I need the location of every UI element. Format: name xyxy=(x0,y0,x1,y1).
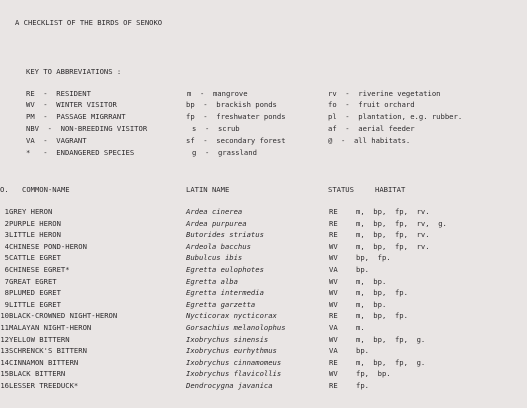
table-row xyxy=(0,254,527,264)
habitat-codes: m. xyxy=(356,323,365,332)
key-entry: @ - all habitats. xyxy=(328,136,411,145)
status-code: RE xyxy=(329,357,338,367)
document-title: A CHECKLIST OF THE BIRDS OF SENOKO xyxy=(15,18,163,27)
status-code: RE xyxy=(329,311,338,321)
latin-name: Ixobrychus cinnamomeus xyxy=(186,357,282,367)
habitat-codes: m, bp, fp, g. xyxy=(356,334,426,344)
common-name: CATTLE EGRET xyxy=(9,253,61,263)
habitat-codes: m, bp, fp, rv. xyxy=(356,241,430,251)
status-code: RE xyxy=(329,218,338,228)
table-row xyxy=(0,266,527,276)
status-code: WV xyxy=(329,288,338,298)
status-code: RE xyxy=(329,207,338,216)
table-row xyxy=(0,359,527,369)
common-name: GREY HERON xyxy=(9,207,53,216)
key-entry: bp - brackish ponds xyxy=(186,100,277,109)
key-entry: VA - VAGRANT xyxy=(26,136,87,145)
row-number: 9 xyxy=(4,299,9,309)
row-number: 12 xyxy=(0,334,9,344)
common-name: LITTLE HERON xyxy=(9,230,61,240)
key-entry: s - scrub xyxy=(192,124,240,133)
table-row xyxy=(0,208,527,218)
column-header-latin-name: LATIN NAME xyxy=(186,185,230,194)
table-row xyxy=(0,370,527,380)
table-row xyxy=(0,278,527,288)
status-code: WV xyxy=(329,299,338,309)
latin-name: Egretta intermedia xyxy=(186,288,264,298)
habitat-codes: m, bp, fp, g. xyxy=(356,357,426,367)
table-row xyxy=(0,220,527,230)
row-number: 14 xyxy=(0,357,9,367)
latin-name: Ixobrychus sinensis xyxy=(186,334,269,344)
latin-name: Egretta garzetta xyxy=(186,299,256,309)
latin-name: Butorides striatus xyxy=(186,230,264,240)
row-number: 10 xyxy=(0,311,9,321)
key-entry: g - grassland xyxy=(192,148,257,157)
key-entry: NBV - NON-BREEDING VISITOR xyxy=(26,124,148,133)
table-row xyxy=(0,382,527,392)
common-name: LITTLE EGRET xyxy=(9,299,61,309)
habitat-codes: bp. xyxy=(356,346,369,356)
row-number: 13 xyxy=(0,346,9,356)
row-number: 3 xyxy=(4,230,9,240)
key-entry: WV - WINTER VISITOR xyxy=(26,100,117,109)
common-name: PLUMED EGRET xyxy=(9,288,61,298)
habitat-codes: m, bp, fp, rv. xyxy=(356,207,430,216)
habitat-codes: m, bp, fp. xyxy=(356,311,408,321)
latin-name: Egretta alba xyxy=(186,276,238,286)
table-row xyxy=(0,243,527,253)
status-code: WV xyxy=(329,276,338,286)
latin-name: Ixobrychus flavicollis xyxy=(186,369,282,379)
key-entry: fp - freshwater ponds xyxy=(186,112,286,121)
table-row xyxy=(0,312,527,322)
key-heading: KEY TO ABBREVIATIONS : xyxy=(26,67,122,76)
common-name: GREAT EGRET xyxy=(9,276,57,286)
column-header-status: STATUS xyxy=(328,185,354,194)
habitat-codes: m, bp, fp, rv, g. xyxy=(356,218,447,228)
common-name: BLACK BITTERN xyxy=(9,369,66,379)
status-code: WV xyxy=(329,369,338,379)
habitat-codes: fp, bp. xyxy=(356,369,391,379)
common-name: SCHRENCK'S BITTERN xyxy=(9,346,87,356)
habitat-codes: m, bp. xyxy=(356,276,387,286)
key-entry: m - mangrove xyxy=(187,89,248,98)
latin-name: Ardea cinerea xyxy=(186,207,243,216)
column-header-habitat: HABITAT xyxy=(375,185,406,194)
habitat-codes: fp. xyxy=(356,381,369,390)
row-number: 2 xyxy=(4,218,9,228)
habitat-codes: m, bp, fp, rv. xyxy=(356,230,430,240)
table-row xyxy=(0,289,527,299)
common-name: BLACK-CROWNED NIGHT-HERON xyxy=(9,311,118,321)
table-row xyxy=(0,336,527,346)
status-code: RE xyxy=(329,230,338,240)
row-number: 16 xyxy=(0,381,9,390)
table-row xyxy=(0,301,527,311)
status-code: VA xyxy=(329,346,338,356)
key-entry: pl - plantation, e.g. rubber. xyxy=(328,112,463,121)
status-code: WV xyxy=(329,253,338,263)
row-number: 7 xyxy=(4,276,9,286)
common-name: YELLOW BITTERN xyxy=(9,334,70,344)
common-name: PURPLE HERON xyxy=(9,218,61,228)
row-number: 8 xyxy=(4,288,9,298)
row-number: 6 xyxy=(4,265,9,274)
status-code: WV xyxy=(329,334,338,344)
habitat-codes: bp, fp. xyxy=(356,253,391,263)
common-name: LESSER TREEDUCK* xyxy=(9,381,79,390)
common-name: MALAYAN NIGHT-HERON xyxy=(9,323,92,332)
row-number: 15 xyxy=(0,369,9,379)
key-entry: rv - riverine vegetation xyxy=(328,89,441,98)
column-header-number: O. xyxy=(0,185,9,194)
row-number: 1 xyxy=(4,207,9,216)
habitat-codes: m, bp, fp. xyxy=(356,288,408,298)
key-entry: RE - RESIDENT xyxy=(26,89,91,98)
latin-name: Ixobrychus eurhythmus xyxy=(186,346,277,356)
key-entry: * - ENDANGERED SPECIES xyxy=(26,148,135,157)
column-header-common-name: COMMON-NAME xyxy=(22,185,70,194)
status-code: RE xyxy=(329,381,338,390)
common-name: CHINESE EGRET* xyxy=(9,265,70,274)
latin-name: Egretta eulophotes xyxy=(186,265,264,274)
latin-name: Ardeola bacchus xyxy=(186,241,251,251)
status-code: VA xyxy=(329,265,338,274)
latin-name: Dendrocygna javanica xyxy=(186,381,273,390)
latin-name: Nycticorax nycticorax xyxy=(186,311,277,321)
row-number: 4 xyxy=(4,241,9,251)
row-number: 11 xyxy=(0,323,9,332)
latin-name: Gorsachius melanolophus xyxy=(186,323,286,332)
common-name: CHINESE POND-HERON xyxy=(9,241,87,251)
table-row xyxy=(0,231,527,241)
key-entry: af - aerial feeder xyxy=(328,124,415,133)
key-entry: fo - fruit orchard xyxy=(328,100,415,109)
key-entry: sf - secondary forest xyxy=(186,136,286,145)
table-row xyxy=(0,347,527,357)
latin-name: Ardea purpurea xyxy=(186,218,247,228)
habitat-codes: m, bp. xyxy=(356,299,387,309)
row-number: 5 xyxy=(4,253,9,263)
key-entry: PM - PASSAGE MIGRRANT xyxy=(26,112,126,121)
status-code: VA xyxy=(329,323,338,332)
latin-name: Bubulcus ibis xyxy=(186,253,243,263)
habitat-codes: bp. xyxy=(356,265,369,274)
table-row xyxy=(0,324,527,334)
common-name: CINNAMON BITTERN xyxy=(9,357,79,367)
status-code: WV xyxy=(329,241,338,251)
